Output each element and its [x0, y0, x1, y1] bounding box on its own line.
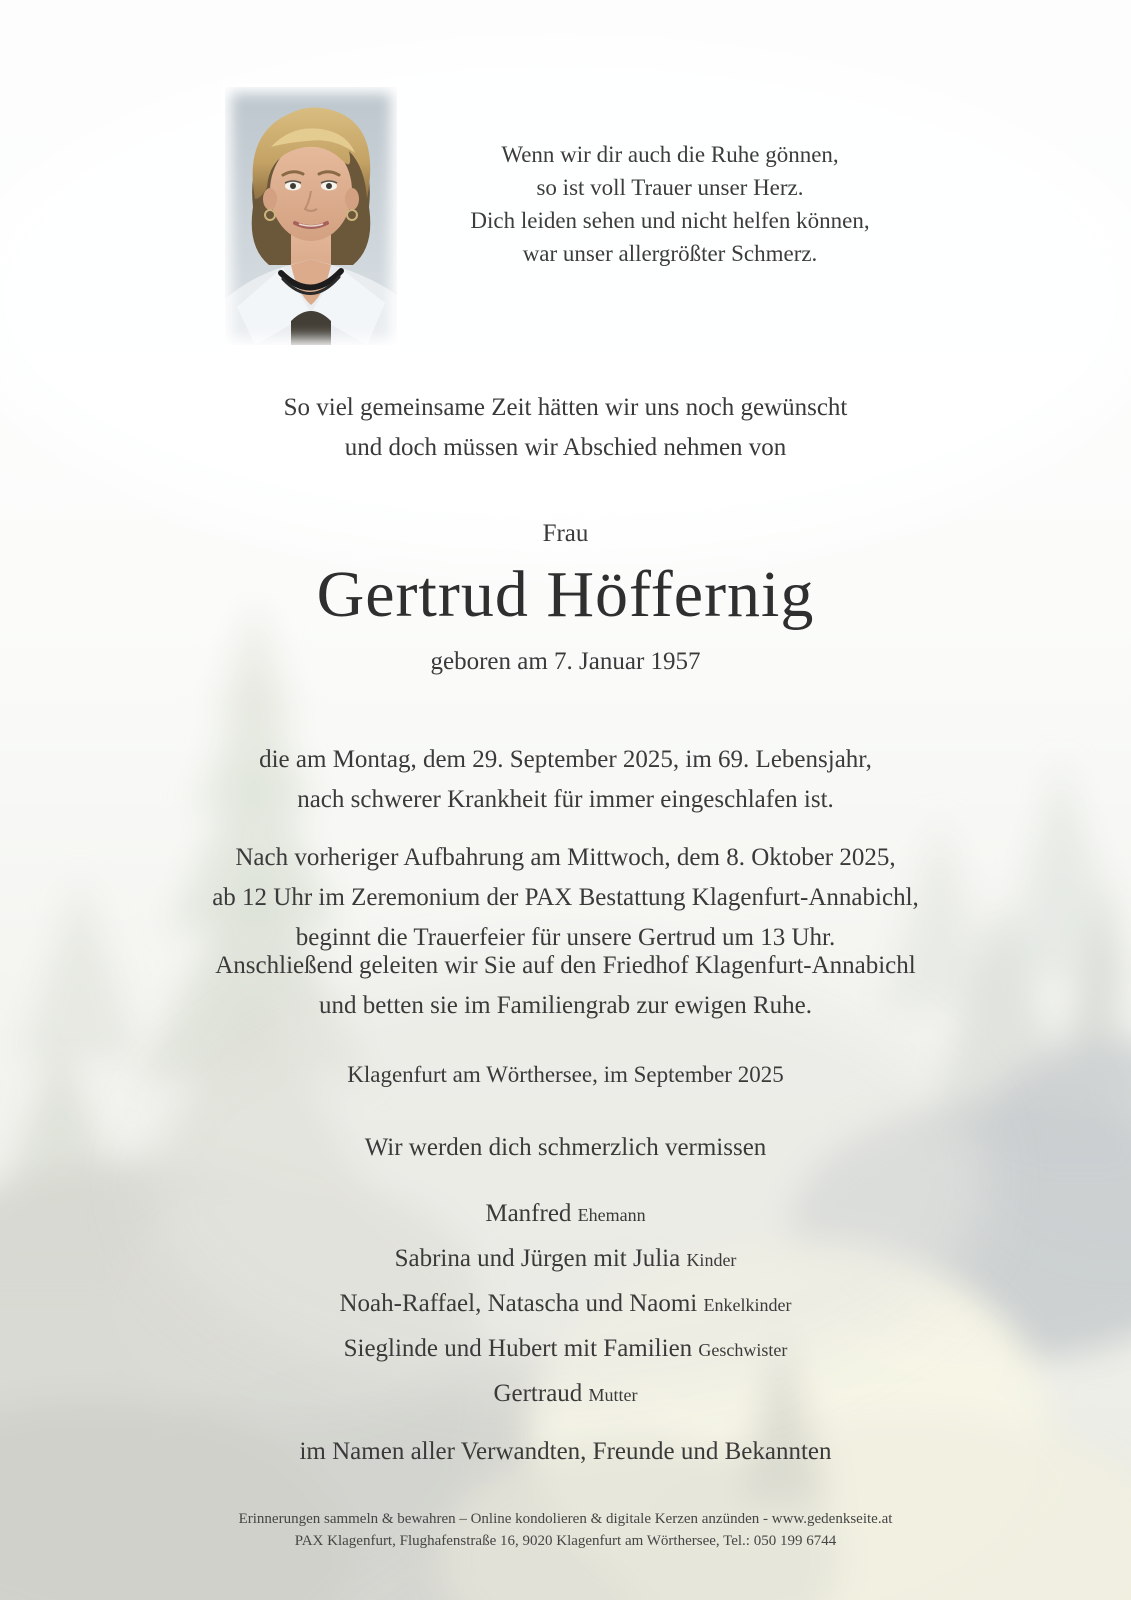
- footer-line: PAX Klagenfurt, Flughafenstraße 16, 9020 Klagenfurt am Wörthersee, Tel.: 050 199 6744: [294, 1533, 837, 1549]
- poem-line: war unser allergrößter Schmerz.: [522, 241, 818, 266]
- intro-line: So viel gemeinsame Zeit hätten wir uns noch gewünscht: [283, 394, 848, 421]
- family-relation: Geschwister: [698, 1340, 788, 1360]
- procession-details: [0, 946, 1131, 1026]
- death-notice-line: die am Montag, dem 29. September 2025, im 69. Lebensjahr,: [259, 746, 872, 773]
- funeral-line: ab 12 Uhr im Zeremonium der PAX Bestattung Klagenfurt-Annabichl,: [212, 884, 919, 911]
- family-row: [0, 1378, 1131, 1411]
- memorial-poem: [380, 138, 960, 270]
- portrait-photo: [222, 84, 400, 348]
- procession-line: Anschließend geleiten wir Sie auf den Friedhof Klagenfurt-Annabichl: [215, 952, 916, 979]
- photo-soft-border: [222, 84, 400, 348]
- intro-line: und doch müssen wir Abschied nehmen von: [344, 434, 787, 461]
- poem-line: Dich leiden sehen und nicht helfen können,: [470, 208, 870, 233]
- family-row: [0, 1198, 1131, 1231]
- introduction-text: [0, 388, 1131, 468]
- family-names: Sieglinde und Hubert mit Familien: [343, 1335, 693, 1362]
- death-notice: [0, 740, 1131, 820]
- family-names: Sabrina und Jürgen mit Julia: [394, 1245, 681, 1272]
- procession-line: und betten sie im Familiengrab zur ewigen Ruhe.: [319, 992, 812, 1019]
- family-names: Noah-Raffael, Natascha und Naomi: [339, 1290, 698, 1317]
- family-names: Gertraud: [493, 1380, 583, 1407]
- family-relation: Enkelkinder: [703, 1295, 792, 1315]
- place-date-line: Klagenfurt am Wörthersee, im September 2025: [347, 1062, 784, 1087]
- birth-date-line: geboren am 7. Januar 1957: [430, 648, 701, 675]
- funeral-home-footer: [0, 1508, 1131, 1552]
- mourning-statement: Wir werden dich schmerzlich vermissen: [364, 1134, 767, 1161]
- family-list: [0, 1198, 1131, 1423]
- deceased-name: Gertrud Höffernig: [316, 558, 815, 631]
- family-row: [0, 1243, 1131, 1276]
- footer-line: Erinnerungen sammeln & bewahren – Online kondolieren & digitale Kerzen anzünden - www.gedenkseite.at: [238, 1511, 893, 1527]
- funeral-line: Nach vorheriger Aufbahrung am Mittwoch, dem 8. Oktober 2025,: [235, 844, 896, 871]
- death-notice-line: nach schwerer Krankheit für immer eingeschlafen ist.: [297, 786, 834, 813]
- funeral-details: [0, 838, 1131, 958]
- funeral-line: beginnt die Trauerfeier für unsere Gertrud um 13 Uhr.: [295, 924, 836, 951]
- poem-line: Wenn wir dir auch die Ruhe gönnen,: [501, 142, 839, 167]
- family-relation: Kinder: [686, 1250, 737, 1270]
- family-relation: Ehemann: [577, 1205, 646, 1225]
- salutation: Frau: [542, 520, 589, 547]
- family-relation: Mutter: [588, 1385, 638, 1405]
- family-names: Manfred: [485, 1200, 572, 1227]
- closing-statement: im Namen aller Verwandten, Freunde und Bekannten: [299, 1438, 832, 1465]
- poem-line: so ist voll Trauer unser Herz.: [536, 175, 804, 200]
- family-row: [0, 1288, 1131, 1321]
- family-row: [0, 1333, 1131, 1366]
